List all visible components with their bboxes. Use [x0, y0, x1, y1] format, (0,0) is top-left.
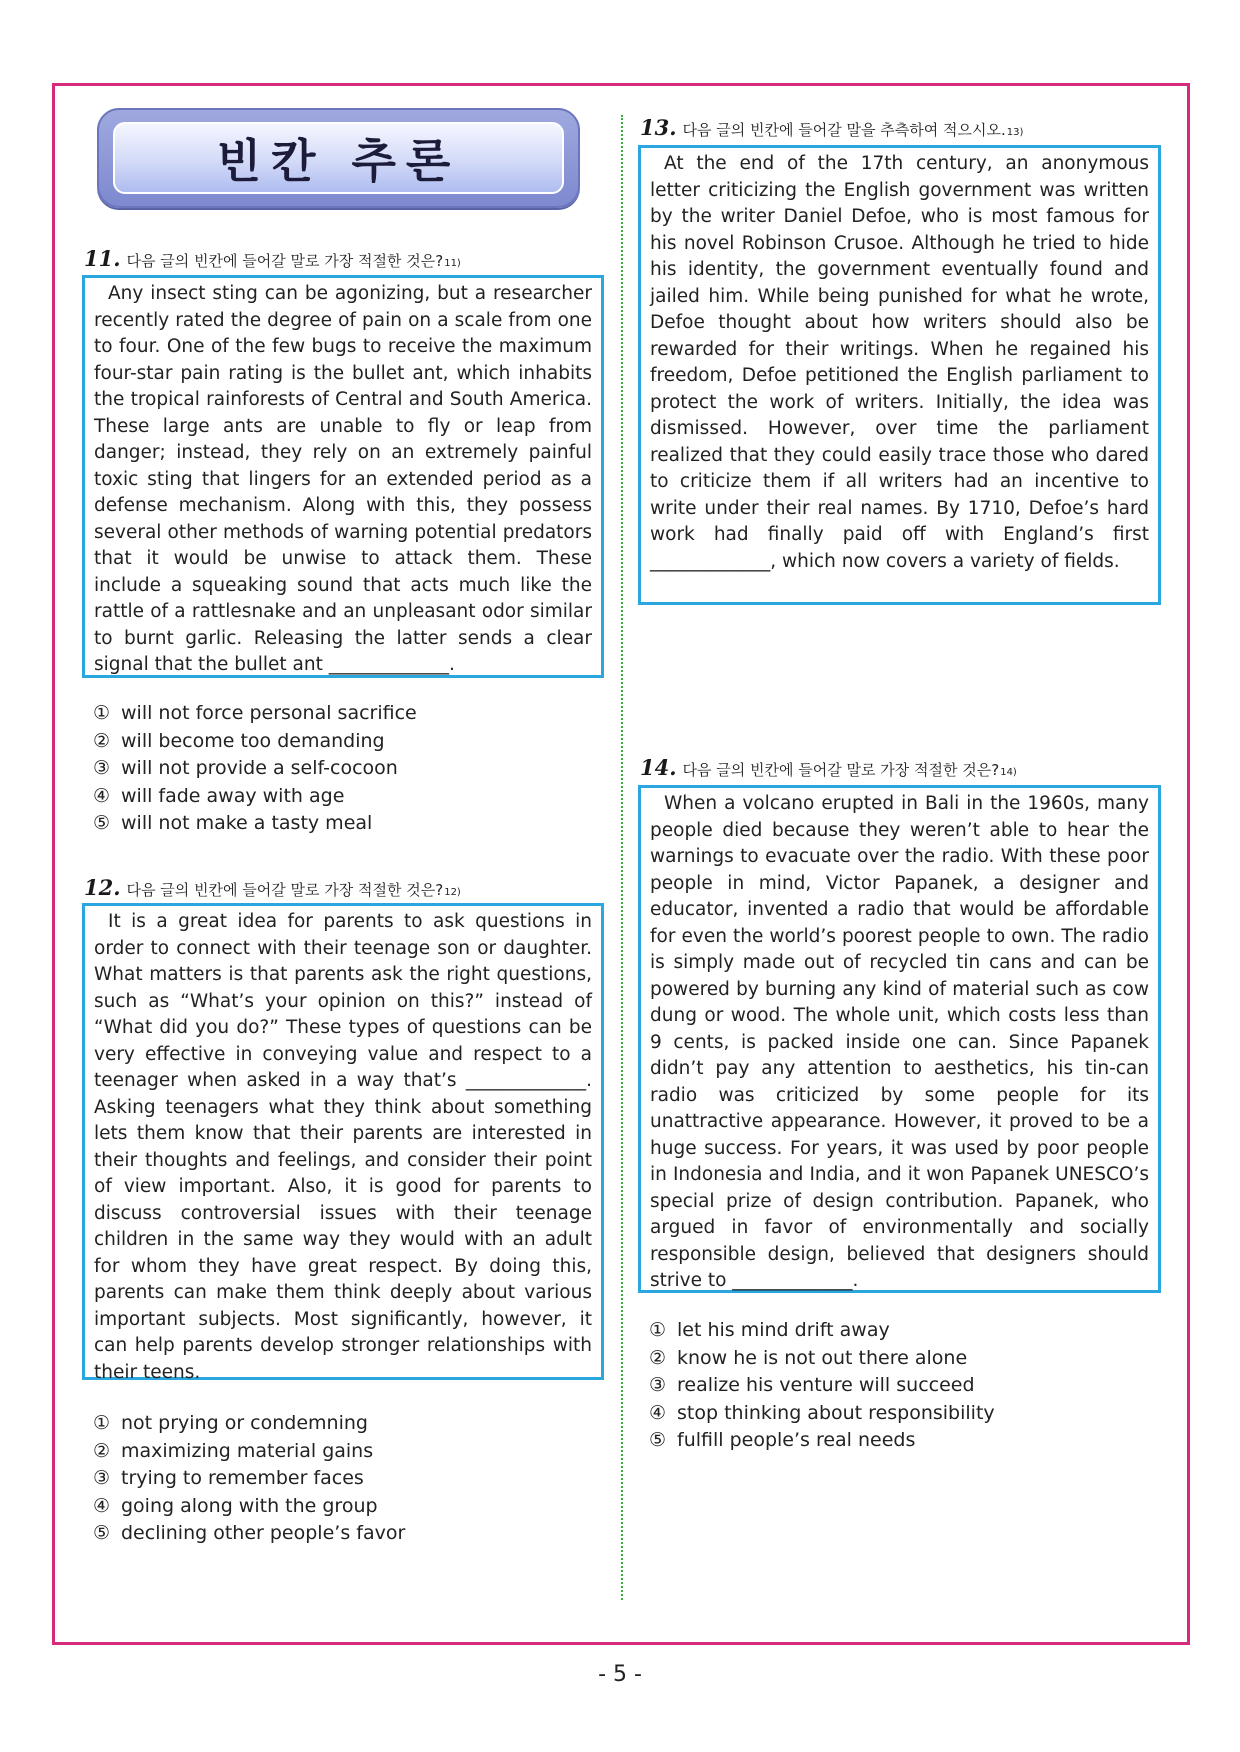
question-14-header: [640, 755, 1017, 780]
footnote-ref: 12): [444, 887, 461, 898]
option-4[interactable]: [93, 783, 417, 811]
passage-text: At the end of the 17th century, an anonymous letter criticizing the English government was written by the writer Daniel Defoe, who is most famous for his novel Robinson Crusoe. Although he tried to hide his identity, the government eventually found and jailed him. While being punished for what he wrote, Defoe thought about how writers should also be rewarded for their writings. When he regained his freedom, Defoe petitioned the English parliament to protect the work of writers. Initially, the idea was dismissed. However, over time the parliament realized that they could easily trace those who dared to criticize them if all writers had an incentive to write under their real names. By 1710, Defoe’s hard work had finally paid off with England’s first _____________, which now covers a variety of fields.: [650, 153, 1149, 572]
footnote-ref: 13): [1006, 127, 1024, 138]
footnote-ref: 11): [444, 258, 461, 269]
option-1[interactable]: [93, 1410, 405, 1438]
option-text: declining other people’s favor: [121, 1522, 406, 1544]
question-11-options: [93, 700, 417, 838]
option-text: let his mind drift away: [677, 1319, 890, 1341]
footnote-ref: 14): [1000, 767, 1017, 778]
question-number: 14.: [640, 755, 677, 780]
question-prompt: 다음 글의 빈칸에 들어갈 말로 가장 적절한 것은?: [126, 881, 444, 899]
section-title: 빈칸 추론: [216, 134, 461, 188]
option-text: know he is not out there alone: [677, 1346, 968, 1369]
option-mark: ⑤: [93, 812, 111, 834]
option-mark: ②: [649, 1346, 667, 1369]
question-13-header: [640, 115, 1023, 140]
option-2[interactable]: [649, 1345, 995, 1373]
option-3[interactable]: [93, 755, 417, 783]
section-title-badge: [97, 108, 580, 208]
option-2[interactable]: [93, 728, 417, 756]
option-text: will fade away with age: [121, 784, 345, 807]
option-4[interactable]: [649, 1400, 995, 1428]
option-mark: ④: [649, 1401, 667, 1424]
option-4[interactable]: [93, 1493, 405, 1521]
question-number: 13.: [640, 115, 677, 140]
question-12-options: [93, 1410, 405, 1548]
question-number: 11.: [84, 246, 121, 271]
option-mark: ②: [93, 729, 111, 752]
option-mark: ②: [93, 1439, 111, 1462]
option-3[interactable]: [649, 1372, 995, 1400]
option-mark: ③: [93, 1467, 111, 1489]
question-number: 12.: [84, 875, 121, 900]
option-mark: ⑤: [649, 1429, 667, 1451]
question-13-passage: [638, 145, 1161, 605]
column-divider: [621, 115, 623, 1600]
option-5[interactable]: [93, 810, 417, 838]
option-text: will become too demanding: [121, 729, 385, 752]
option-text: will not make a tasty meal: [121, 812, 373, 834]
option-mark: ①: [93, 702, 111, 724]
question-prompt: 다음 글의 빈칸에 들어갈 말로 가장 적절한 것은?: [126, 252, 444, 270]
question-12-header: [84, 875, 461, 900]
option-1[interactable]: [649, 1317, 995, 1345]
question-12-passage: [82, 903, 604, 1383]
question-prompt: 다음 글의 빈칸에 들어갈 말로 가장 적절한 것은?: [682, 761, 1000, 779]
option-mark: ①: [93, 1412, 111, 1434]
option-mark: ①: [649, 1319, 667, 1341]
option-5[interactable]: [93, 1520, 405, 1548]
question-11-header: [84, 246, 461, 271]
question-11-passage: [82, 275, 604, 678]
option-5[interactable]: [649, 1427, 995, 1455]
passage-text: It is a great idea for parents to ask questions in order to connect with their teenage son or daughter. What matters is that parents ask the right questions, such as “What’s your opinion on this?” instead of “What did you do?” These types of questions can be very effective in conveying value and respect to a teenager when asked in a way that’s _____________. Asking teenagers what they think about something lets them know that their parents are interested in their thoughts and feelings, and consider their point of view important. Also, it is good for parents to discuss controversial issues with their teenage children in the same way they would with an adult for whom they have great respect. By doing this, parents can make them think deeply about various important subjects. Most significantly, however, it can help parents develop stronger relationships with their teens.: [94, 911, 592, 1383]
option-text: realize his venture will succeed: [677, 1374, 975, 1396]
option-text: fulfill people’s real needs: [677, 1429, 916, 1451]
option-mark: ④: [93, 1494, 111, 1517]
section-title-inner: [113, 122, 564, 194]
option-text: will not force personal sacrifice: [121, 702, 417, 724]
option-text: stop thinking about responsibility: [677, 1401, 995, 1424]
option-text: going along with the group: [121, 1494, 378, 1517]
option-mark: ③: [649, 1374, 667, 1396]
option-mark: ④: [93, 784, 111, 807]
passage-text: When a volcano erupted in Bali in the 1960s, many people died because they weren’t able to hear the warnings to evacuate over the radio. With these poor people in mind, Victor Papanek, a designer and educator, invented a radio that would be affordable for even the world’s poorest people to own. The radio is simply made out of recycled tin cans and can be powered by burning any kind of material such as cow dung or wood. The whole unit, which costs less than 9 cents, is packed inside one can. Since Papanek didn’t pay any attention to aesthetics, his tin-can radio was criticized by some people for its unattractive appearance. However, it proved to be a huge success. For years, it was used by poor people in Indonesia and India, and it won Papanek UNESCO’s special prize of design contribution. Papanek, who argued in favor of environmentally and socially responsible design, believed that designers should strive to _____________.: [650, 793, 1149, 1291]
option-text: trying to remember faces: [121, 1467, 364, 1489]
option-text: maximizing material gains: [121, 1439, 374, 1462]
option-mark: ③: [93, 757, 111, 779]
option-1[interactable]: [93, 700, 417, 728]
passage-text: Any insect sting can be agonizing, but a researcher recently rated the degree of pain on a scale from one to four. One of the few bugs to receive the maximum four-star pain rating is the bullet ant, which inhabits the tropical rainforests of Central and South America. These large ants are unable to fly or leap from danger; instead, they rely on an extremely painful toxic sting that lingers for an extended period as a defense mechanism. Along with this, they possess several other methods of warning potential predators that it would be unwise to attack them. These include a squeaking sound that acts much like the rattle of a rattlesnake and an unpleasant odor similar to burnt garlic. Releasing the latter sends a clear signal that the bullet ant _____________.: [94, 283, 592, 675]
option-3[interactable]: [93, 1465, 405, 1493]
option-mark: ⑤: [93, 1522, 111, 1544]
option-text: not prying or condemning: [121, 1412, 368, 1434]
option-text: will not provide a self-cocoon: [121, 757, 398, 779]
question-prompt: 다음 글의 빈칸에 들어갈 말을 추측하여 적으시오.: [682, 121, 1006, 139]
question-14-passage: [638, 785, 1161, 1293]
question-14-options: [649, 1317, 995, 1455]
page-number: - 5 -: [598, 1662, 642, 1687]
option-2[interactable]: [93, 1438, 405, 1466]
